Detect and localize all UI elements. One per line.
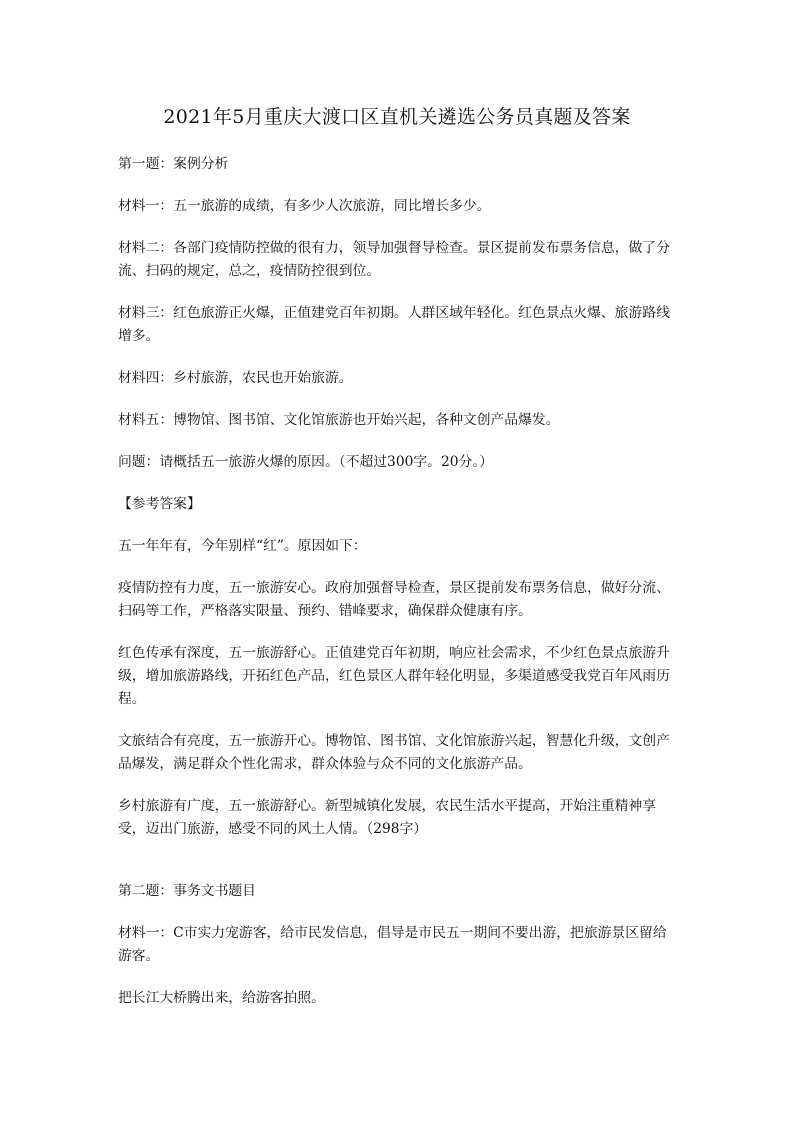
question-2-material-1: 材料一：C市实力宠游客，给市民发信息，倡导是市民五一期间不要出游，把旅游景区留给游客。	[118, 925, 667, 964]
answer-intro: 五一年年有，今年别样“红”。原因如下：	[118, 538, 367, 554]
answer-point-3: 文旅结合有亮度，五一旅游开心。博物馆、图书馆、文化馆旅游兴起，智慧化升级，文创产品爆发，满足群众个性化需求，群众体验与众不同的文化旅游产品。	[118, 733, 670, 772]
material-3: 材料三：红色旅游正火爆，正值建党百年初期。人群区域年轻化。红色景点火爆、旅游路线增多。	[118, 305, 670, 344]
document-title: 2021年5月重庆大渡口区直机关遴选公务员真题及答案	[163, 106, 631, 128]
answer-point-2: 红色传承有深度，五一旅游舒心。正值建党百年初期，响应社会需求，不少红色景点旅游升级，增加旅游路线，开拓红色产品，红色景区人群年轻化明显，多渠道感受我党百年风雨历程。	[118, 645, 670, 707]
question-1-heading: 第一题：案例分析	[118, 156, 229, 172]
question-2-heading: 第二题：事务文书题目	[118, 883, 256, 899]
question-1-prompt: 问题：请概括五一旅游火爆的原因。（不超过300字。20分。）	[118, 454, 494, 470]
question-2-material-2: 把长江大桥腾出来，给游客拍照。	[118, 990, 325, 1006]
material-4: 材料四：乡村旅游，农民也开始旅游。	[118, 370, 353, 386]
material-5: 材料五：博物馆、图书馆、文化馆旅游也开始兴起，各种文创产品爆发。	[118, 412, 560, 428]
material-1: 材料一：五一旅游的成绩，有多少人次旅游，同比增长多少。	[118, 198, 491, 214]
answer-label: 【参考答案】	[118, 496, 201, 512]
answer-point-4: 乡村旅游有广度，五一旅游舒心。新型城镇化发展，农民生活水平提高，开始注重精神享受，迈出门旅游，感受不同的风土人情。（298字）	[118, 798, 657, 837]
answer-point-1: 疫情防控有力度，五一旅游安心。政府加强督导检查，景区提前发布票务信息，做好分流、扫码等工作，严格落实限量、预约、错峰要求，确保群众健康有序。	[118, 580, 670, 619]
material-2: 材料二：各部门疫情防控做的很有力，领导加强督导检查。景区提前发布票务信息，做了分流、扫码的规定，总之，疫情防控很到位。	[118, 240, 670, 279]
